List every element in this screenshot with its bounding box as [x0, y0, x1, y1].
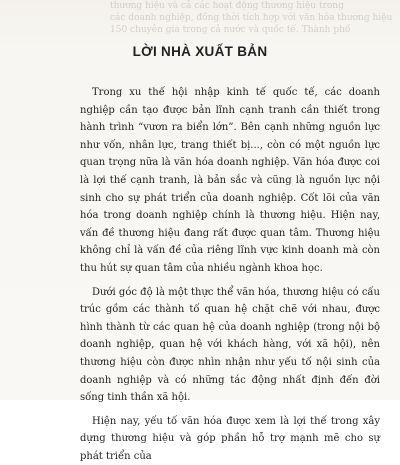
bleed-line: thương hiệu và cả các hoạt động thương hiệu trong	[110, 1, 344, 11]
paragraph: Dưới góc độ là một thực thể văn hóa, thương hiệu có cấu trúc gồm các thành tố quan hệ chặt chẽ với nhau, được hình thành từ các quan hệ của doanh nghiệp (trong nội bộ doanh nghiệp, quan hệ với khách hàng, với xã hội), nên thương hiệu còn được nhìn nhận như yếu tố nội sinh của doanh nghiệp và có những tác động nhất định đến đời sống tinh thần xã hội.	[80, 286, 380, 404]
body-text	[80, 84, 380, 462]
bleed-line: các doanh nghiệp, đồng thời tích hợp với văn hóa thương hiệu	[110, 13, 393, 23]
page-title: LỜI NHÀ XUẤT BẢN	[132, 44, 268, 59]
paragraph: Trong xu thế hội nhập kinh tế quốc tế, các doanh nghiệp cần tạo được bản lĩnh cạnh tranh cần thiết trong hành trình “vươn ra biển lớn”. Bên cạnh những nguồn lực như vốn, nhân lực, trang thiết bị..., còn có một nguồn lực quan trọng nữa là văn hóa doanh nghiệp. Văn hóa được coi là lợi thế cạnh tranh, là bản sắc và cũng là nguồn lực nội sinh cho sự phát triển của doanh nghiệp. Cốt lõi của văn hóa trong doanh nghiệp chính là thương hiệu. Hiện nay, vấn đề thương hiệu đang rất được quan tâm. Thương hiệu không chỉ là vấn đề của riêng lĩnh vực kinh doanh mà còn thu hút sự quan tâm của nhiều ngành khoa học.	[80, 87, 380, 274]
paragraph: Hiện nay, yếu tố văn hóa được xem là lợi thế trong xây dựng thương hiệu và góp phần hỗ trợ mạnh mẽ cho sự phát triển của	[80, 415, 380, 462]
bleed-through-text	[0, 0, 400, 36]
bleed-line: 150 chuyên gia trong cả nước và quốc tế. Thành phố	[110, 25, 351, 35]
